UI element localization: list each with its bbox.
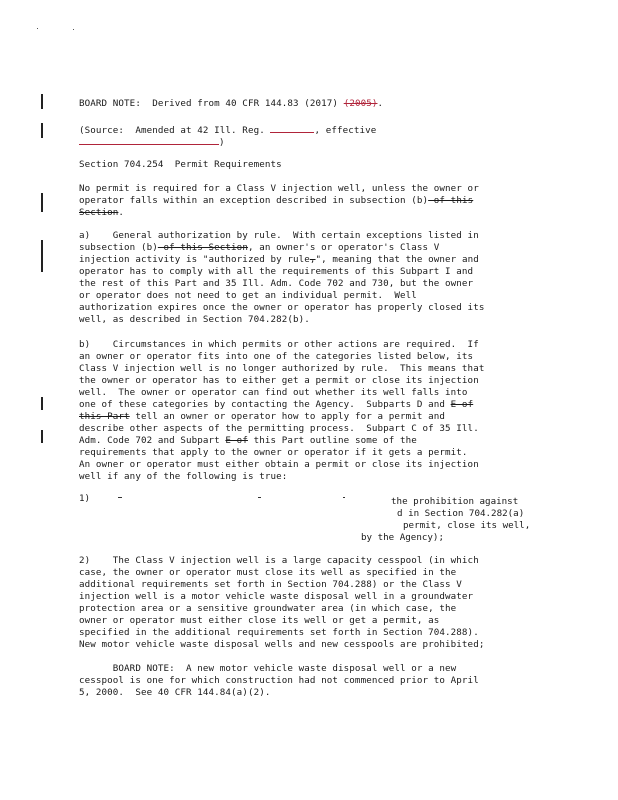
change-bar	[41, 94, 43, 109]
board-note-derived: BOARD NOTE: Derived from 40 CFR 144.83 (2017) (2005).	[79, 98, 384, 109]
item-2: additional requirements set forth in Section 704.288) or the Class V	[79, 579, 462, 590]
paragraph-b: well if any of the following is true:	[79, 471, 288, 482]
paragraph-b: one of these categories by contacting the Agency. Subparts D and E of	[79, 399, 474, 410]
blank-effective-date	[79, 136, 219, 145]
deleted-text: of this	[428, 195, 474, 206]
item-2: injection well is a motor vehicle waste disposal well in a groundwater	[79, 591, 474, 602]
change-bar	[41, 240, 43, 272]
section-heading: Section 704.254 Permit Requirements	[79, 159, 282, 170]
paragraph-a: authorization expires once the owner or operator has properly closed its	[79, 302, 485, 313]
deleted-text: E of	[450, 399, 474, 410]
paragraph-b: Adm. Code 702 and Subpart E of this Part outline some of the	[79, 435, 417, 446]
item-1-number: 1)	[79, 493, 91, 504]
deleted-text: of this Section	[157, 242, 248, 253]
board-note-new-well: 5, 2000. See 40 CFR 144.84(a)(2).	[79, 687, 271, 698]
item-2: New motor vehicle waste disposal wells and new cesspools are prohibited;	[79, 639, 485, 650]
paragraph-a: a) General authorization by rule. With certain exceptions listed in	[79, 230, 479, 241]
paragraph-a: or operator does not need to get an individual permit. Well	[79, 290, 417, 301]
paragraph-b: Class V injection well is no longer authorized by rule. This means that	[79, 363, 485, 374]
paragraph-b: well. The owner or operator can find out whether its well falls into	[79, 387, 468, 398]
item-2: owner or operator must either close its well or get a permit, as	[79, 615, 440, 626]
scan-artifact	[343, 497, 345, 498]
blank-register-page	[270, 124, 314, 133]
intro-text: No permit is required for a Class V injection well, unless the owner or	[79, 183, 479, 194]
paragraph-b: the owner or operator has to either get a permit or close its injection	[79, 375, 479, 386]
source-line-2: )	[79, 136, 225, 148]
board-note-new-well: cesspool is one for which construction had not commenced prior to April	[79, 675, 479, 686]
deleted-text: E of	[225, 435, 248, 446]
item-2: case, the owner or operator must close its well as specified in the	[79, 567, 457, 578]
item-1-fragment: the prohibition against	[391, 496, 519, 507]
change-bar	[41, 193, 43, 212]
paragraph-a: the rest of this Part and 35 Ill. Adm. Code 702 and 730, but the owner	[79, 278, 474, 289]
item-2: specified in the additional requirements set forth in Section 704.288).	[79, 627, 479, 638]
change-bar	[41, 123, 43, 138]
item-1-fragment: d in Section 704.282(a)	[397, 508, 525, 519]
item-2: 2) The Class V injection well is a large capacity cesspool (in which	[79, 555, 479, 566]
paragraph-a: injection activity is "authorized by rule,", meaning that the owner and	[79, 254, 479, 265]
intro-text: Section.	[79, 207, 125, 218]
deleted-text: ,	[309, 254, 316, 265]
item-2: protection area or a sensitive groundwater area (in which case, the	[79, 603, 457, 614]
paragraph-a: well, as described in Section 704.282(b).	[79, 314, 310, 325]
item-1-fragment: permit, close its well,	[403, 520, 531, 531]
scan-speck	[73, 29, 74, 30]
deleted-text: this Part	[79, 411, 130, 422]
scan-speck	[37, 28, 38, 29]
intro-text: operator falls within an exception described in subsection (b) of this	[79, 195, 474, 206]
paragraph-b: an owner or operator fits into one of the categories listed below, its	[79, 351, 474, 362]
change-bar	[41, 397, 43, 410]
deleted-text: (2005)	[343, 98, 378, 109]
scan-artifact	[118, 497, 122, 498]
deleted-text: Section	[79, 207, 119, 218]
paragraph-b: this Part tell an owner or operator how to apply for a permit and	[79, 411, 446, 422]
paragraph-b: describe other aspects of the permitting process. Subpart C of 35 Ill.	[79, 423, 479, 434]
paragraph-b: An owner or operator must either obtain a permit or close its injection	[79, 459, 479, 470]
source-line: (Source: Amended at 42 Ill. Reg. , effective	[79, 125, 377, 136]
board-note-new-well: BOARD NOTE: A new motor vehicle waste disposal well or a new	[79, 663, 457, 674]
item-1-fragment: by the Agency);	[361, 532, 444, 543]
paragraph-a: subsection (b) of this Section, an owner's or operator's Class V	[79, 242, 440, 253]
paragraph-b: b) Circumstances in which permits or other actions are required. If	[79, 339, 479, 350]
paragraph-a: operator has to comply with all the requirements of this Subpart I and	[79, 266, 474, 277]
paragraph-b: requirements that apply to the owner or operator if it gets a permit.	[79, 447, 468, 458]
change-bar	[41, 430, 43, 443]
scan-artifact	[258, 497, 261, 498]
